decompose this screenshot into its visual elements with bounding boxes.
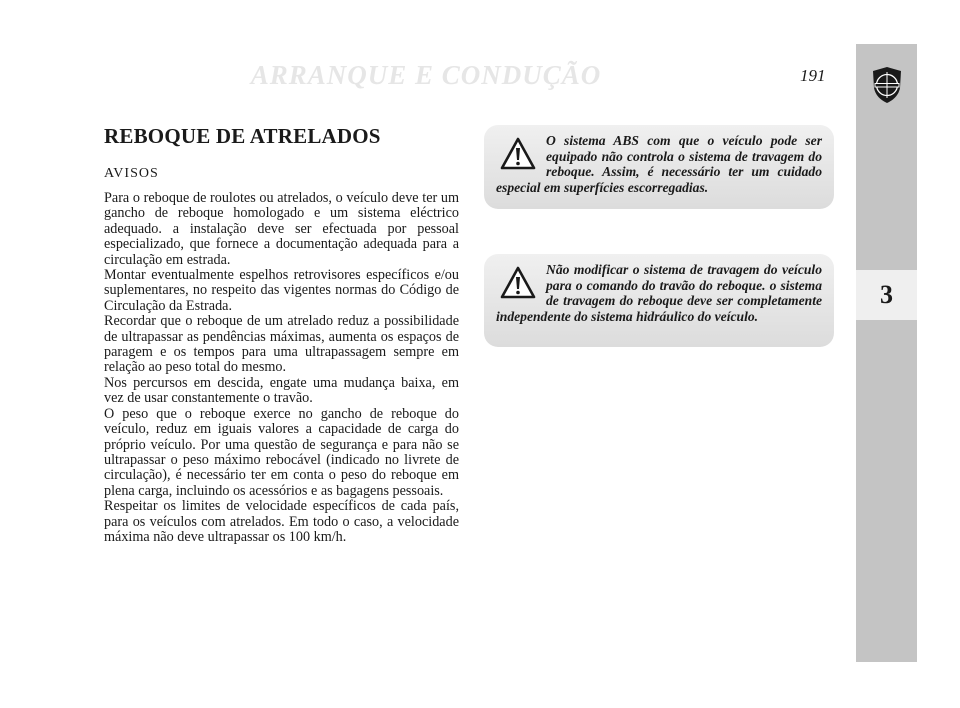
section-title: REBOQUE DE ATRELADOS [104, 124, 381, 148]
chapter-sidebar [856, 44, 917, 662]
warning-triangle-icon [500, 137, 536, 171]
warning-box-brakes [484, 254, 834, 347]
body-paragraph: Nos percursos em descida, engate uma mudança baixa, em vez de usar constantemente o travão. [104, 374, 459, 407]
page-header-title: ARRANQUE E CONDUÇÃO [250, 60, 602, 90]
body-paragraph: Para o reboque de roulotes ou atrelados, o veículo deve ter um gancho de reboque homologado e um sistema eléctrico adequado. a instalação deve ser efectuada por pessoal especializado, que fornece a documentação adequada para a circulação em estrada. [104, 190, 459, 268]
brand-logo-icon [871, 66, 903, 104]
warning-triangle-icon [500, 266, 536, 300]
page-number: 191 [800, 66, 826, 85]
warning-box-abs [484, 125, 834, 209]
body-paragraph: O peso que o reboque exerce no gancho de reboque do veículo, reduz em iguais valores a capacidade de carga do próprio veículo. Por uma questão de segurança e para não se ultrapassar o peso máximo rebocável (indicado no livrete de circulação), é necessário ter em conta o peso do reboque em plena carga, incluindo os acessórios e as bagagens pessoais. [104, 405, 459, 499]
warning-text: O sistema ABS com que o veículo pode ser equipado não controla o sistema de travagem do reboque. Assim, é necessário ter um cuidado especial em superfícies escorregadias. [496, 133, 822, 195]
body-text [104, 191, 459, 545]
body-paragraph: Respeitar os limites de velocidade específicos de cada país, para os veículos com atrelados. Em todo o caso, a velocidade máxima não deve ultrapassar os 100 km/h. [104, 498, 459, 545]
body-paragraph: Recordar que o reboque de um atrelado reduz a possibilidade de ultrapassar as pendências máximas, aumenta os espaços de paragem e os tempos para uma ultrapassagem sempre em relação ao peso total do mesmo. [104, 313, 459, 376]
warning-text: Não modificar o sistema de travagem do veículo para o comando do travão do reboque. o sistema de travagem do reboque deve ser completamente independente do sistema hidráulico do veículo. [496, 262, 822, 324]
section-subheading: AVISOS [104, 166, 159, 181]
chapter-number-tab[interactable]: 3 [856, 270, 917, 320]
body-paragraph: Montar eventualmente espelhos retrovisores específicos e/ou suplementares, no respeito das vigentes normas do Código de Circulação da Estrada. [104, 267, 459, 314]
